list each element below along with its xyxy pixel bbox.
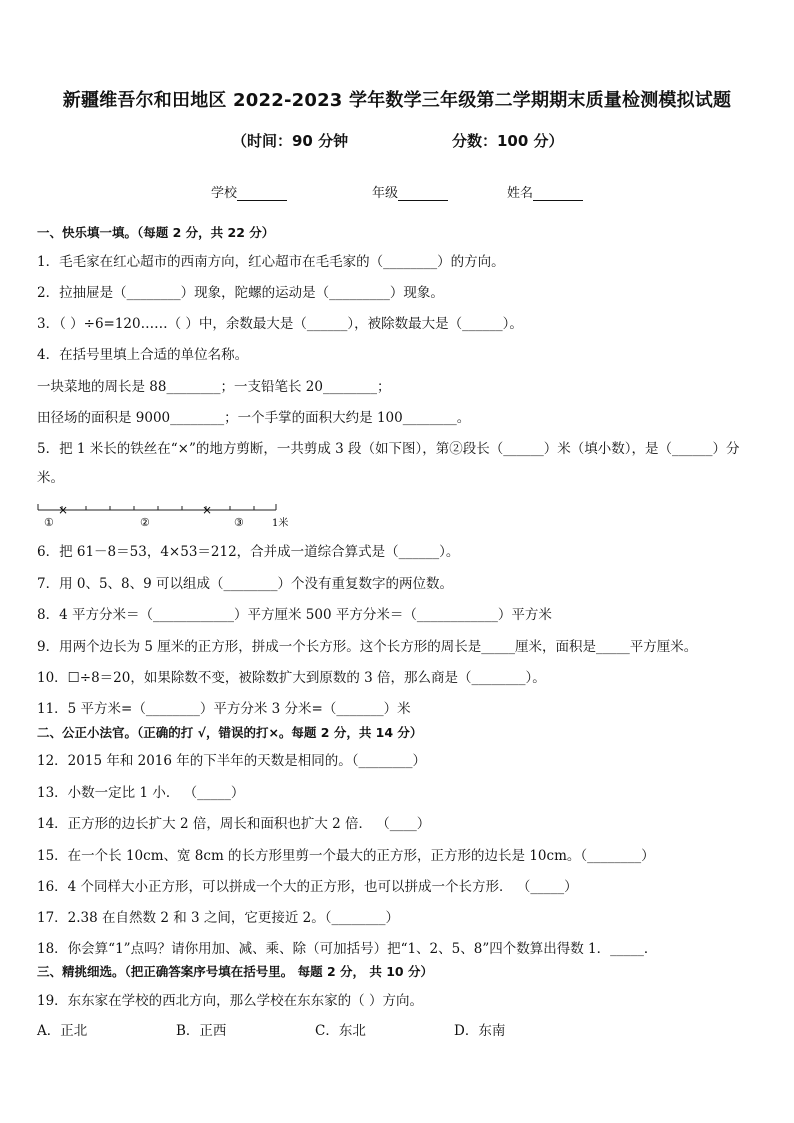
name-label: 姓名 — [507, 186, 534, 201]
grade-label: 年级 — [372, 186, 399, 201]
option-c: C．东北 — [315, 1023, 366, 1039]
option-d: D．东南 — [454, 1023, 506, 1039]
question-1: 1．毛毛家在红心超市的西南方向，红心超市在毛毛家的（________）的方向。 — [37, 254, 505, 270]
grade-blank[interactable] — [398, 186, 448, 201]
option-b: B．正西 — [176, 1023, 227, 1039]
exam-time: （时间：90 分钟 — [232, 132, 349, 150]
option-a: A．正北 — [37, 1023, 88, 1039]
question-5-continued: 米。 — [37, 470, 64, 486]
wire-length-label: 1米 — [272, 518, 289, 529]
section-3-heading: 三、精挑细选。（把正确答案序号填在括号里。 每题 2 分， 共 10 分） — [37, 964, 433, 979]
question-8: 8．4 平方分米＝（____________）平方厘米 500 平方分米＝（____________）平方米 — [37, 607, 552, 623]
question-15: 15．在一个长 10cm、宽 8cm 的长方形里剪一个最大的正方形，正方形的边长是 10cm。（________） — [37, 848, 655, 864]
question-5: 5．把 1 米长的铁丝在“×”的地方剪断，一共剪成 3 段（如下图），第②段长（______）米（填小数），是（______）分 — [37, 441, 740, 457]
page-title: 新疆维吾尔和田地区 2022-2023 学年数学三年级第二学期期末质量检测模拟试题 — [62, 90, 732, 111]
segment-3-label: ③ — [234, 516, 244, 529]
question-4-part-a: 一块菜地的周长是 88________；一支铅笔长 20________； — [37, 379, 391, 395]
school-blank[interactable] — [237, 186, 287, 201]
school-label: 学校 — [211, 186, 238, 201]
question-16: 16．4 个同样大小正方形，可以拼成一个大的正方形，也可以拼成一个长方形． （_____） — [37, 879, 578, 895]
question-11: 11．5 平方米=（________）平方分米 3 分米=（_______）米 — [37, 701, 411, 717]
question-3: 3．（ ）÷6=120……（ ）中，余数最大是（______），被除数最大是（______）。 — [37, 316, 523, 332]
segment-1-label: ① — [44, 516, 54, 529]
section-2-heading: 二、公正小法官。（正确的打 √，错误的打×。每题 2 分，共 14 分） — [37, 725, 423, 740]
question-2: 2．拉抽屉是（________）现象，陀螺的运动是（_________）现象。 — [37, 285, 444, 301]
cut-mark-2: × — [202, 503, 213, 517]
question-6: 6．把 61－8＝53，4×53＝212，合并成一道综合算式是（______）。 — [37, 544, 460, 560]
grade-field — [372, 182, 448, 201]
school-field — [211, 182, 287, 201]
section-1-heading: 一、快乐填一填。（每题 2 分，共 22 分） — [37, 225, 275, 240]
question-9: 9．用两个边长为 5 厘米的正方形，拼成一个长方形。这个长方形的周长是_____厘米，面积是_____平方厘米。 — [37, 639, 698, 655]
question-4: 4．在括号里填上合适的单位名称。 — [37, 347, 249, 363]
question-12: 12．2015 年和 2016 年的下半年的天数是相同的。（________） — [37, 753, 427, 769]
question-17: 17．2.38 在自然数 2 和 3 之间，它更接近 2。（________） — [37, 910, 400, 926]
question-18: 18．你会算“1”点吗？请你用加、减、乘、除（可加括号）把“1、2、5、8”四个数算出得数 1．_____． — [37, 941, 658, 957]
question-10: 10．☐÷8＝20，如果除数不变，被除数扩大到原数的 3 倍，那么商是（________）。 — [37, 670, 546, 686]
exam-score: 分数：100 分） — [452, 132, 564, 150]
segment-2-label: ② — [140, 516, 150, 529]
question-19: 19．东东家在学校的西北方向，那么学校在东东家的（ ）方向。 — [37, 993, 423, 1009]
cut-mark-1: × — [58, 503, 69, 517]
question-4-part-b: 田径场的面积是 9000________；一个手掌的面积大约是 100________。 — [37, 410, 471, 426]
question-13: 13．小数一定比 1 小． （_____） — [37, 785, 245, 801]
wire-figure — [36, 498, 296, 530]
question-14: 14．正方形的边长扩大 2 倍，周长和面积也扩大 2 倍． （____） — [37, 816, 431, 832]
name-field — [507, 182, 583, 201]
question-7: 7．用 0、5、8、9 可以组成（________）个没有重复数字的两位数。 — [37, 576, 454, 592]
name-blank[interactable] — [533, 186, 583, 201]
